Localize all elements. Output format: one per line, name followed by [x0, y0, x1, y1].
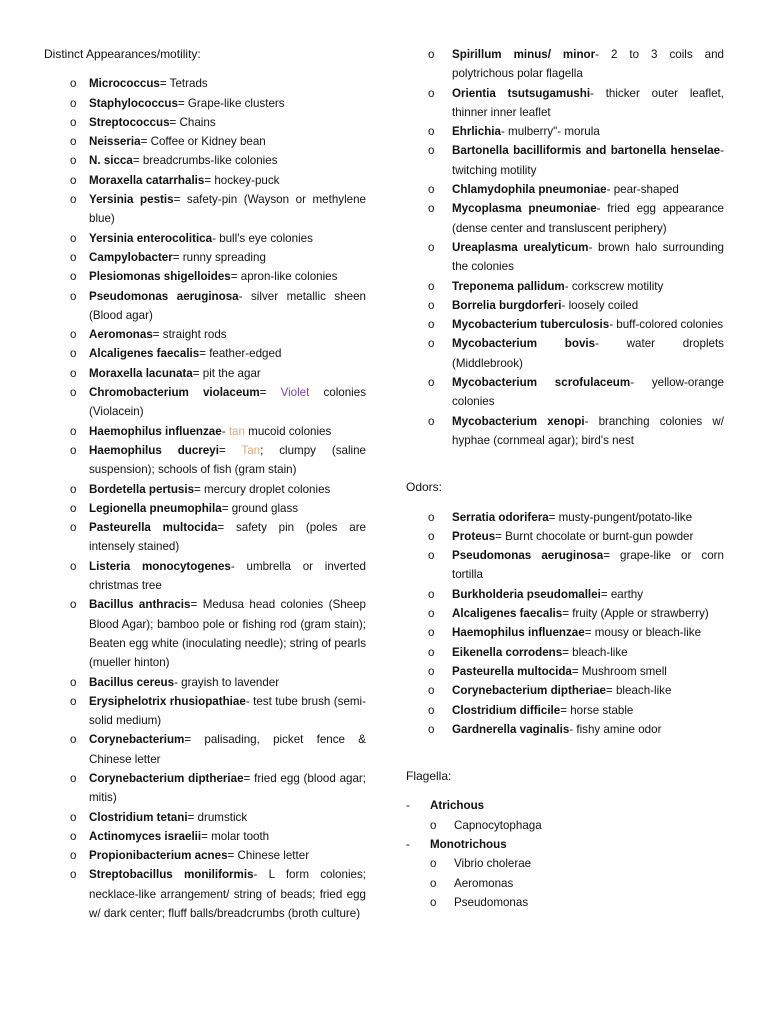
organism-name: Mycoplasma pneumoniae	[452, 202, 597, 216]
description-text: = apron-like colonies	[230, 270, 338, 284]
bullet-marker: o	[428, 318, 435, 332]
description-text: - corkscrew motility	[564, 279, 664, 293]
list-item	[404, 180, 724, 199]
organism-name: Mycobacterium bovis	[452, 337, 596, 351]
flagella-list	[404, 796, 724, 912]
organism-name: Pasteurella multocida	[452, 664, 572, 678]
organism-name: Serratia odorifera	[452, 510, 549, 524]
bullet-marker: o	[430, 876, 437, 890]
description-text: = Mushroom smell	[571, 664, 667, 678]
organism-example: Pseudomonas	[454, 895, 529, 909]
description-text: = pit the agar	[192, 366, 261, 380]
list-item	[404, 508, 724, 527]
list-item	[404, 546, 724, 585]
organism-name: Actinomyces israelii	[89, 829, 202, 843]
organism-name: Pseudomonas aeruginosa	[452, 549, 604, 563]
list-item	[404, 122, 724, 141]
bullet-marker: o	[428, 645, 435, 659]
list-item	[44, 287, 366, 326]
organism-name: Alcaligenes faecalis	[89, 347, 200, 361]
bullet-marker: o	[428, 414, 435, 428]
bullet-marker: o	[70, 424, 77, 438]
bullet-marker: o	[70, 771, 77, 785]
list-item	[44, 74, 366, 93]
bullet-marker: o	[428, 529, 435, 543]
list-item	[44, 151, 366, 170]
description-text: = runny spreading	[172, 250, 266, 264]
list-item	[404, 893, 724, 912]
list-item	[44, 827, 366, 846]
list-item	[404, 199, 724, 238]
flagella-type: Atrichous	[430, 799, 485, 813]
organism-name: Corynebacterium	[89, 733, 185, 747]
organism-name: Pasteurella multocida	[89, 521, 218, 535]
description-text: = grape-like or corn tortilla	[452, 549, 724, 582]
list-item	[404, 623, 724, 642]
section-heading-odors: Odors:	[406, 480, 443, 495]
appearances-list-continued	[404, 45, 724, 450]
list-item	[44, 441, 366, 480]
appearances-list	[44, 74, 366, 923]
list-item	[44, 344, 366, 363]
section-heading-flagella: Flagella:	[406, 769, 452, 784]
description-text: - buff-colored colonies	[609, 318, 724, 332]
bullet-marker: o	[428, 722, 435, 736]
organism-name: Legionella pneumophila	[89, 501, 222, 515]
list-item	[404, 643, 724, 662]
dash-marker: -	[406, 799, 410, 813]
organism-name: Treponema pallidum	[452, 279, 565, 293]
organism-name: Propionibacterium acnes	[89, 849, 228, 863]
list-item	[404, 681, 724, 700]
bullet-marker: o	[428, 549, 435, 563]
left-column	[44, 0, 366, 923]
organism-name: Clostridium tetani	[89, 810, 188, 824]
organism-name: Gardnerella vaginalis	[452, 722, 570, 736]
description-text: = Medusa head colonies (Sheep Blood Agar); bamboo pole or fishing rod (gram stain); Beaten egg white (inoculating needle); string of pearls (mueller hinton)	[89, 598, 366, 670]
bullet-marker: o	[70, 868, 77, 882]
organism-name: Aeromonas	[89, 328, 153, 342]
description-text: - fried egg appearance (dense center and transluscent periphery)	[452, 202, 724, 235]
list-item	[44, 248, 366, 267]
description-text: -	[221, 424, 229, 438]
description-text: = palisading, picket fence & Chinese letter	[89, 733, 366, 766]
description-text: - yellow-orange colonies	[452, 376, 725, 409]
bullet-marker: o	[428, 48, 435, 61]
description-text: - thicker outer leaflet, thinner inner leaflet	[452, 86, 724, 119]
bullet-marker: o	[430, 857, 437, 871]
organism-name: Haemophilus ducreyi	[89, 443, 219, 457]
description-text: = Grape-like clusters	[177, 96, 285, 110]
color-word: Violet	[280, 386, 310, 400]
organism-name: Haemophilus influenzae	[89, 424, 222, 438]
bullet-marker: o	[70, 829, 77, 843]
bullet-marker: o	[70, 521, 77, 535]
list-item	[44, 595, 366, 672]
list-item	[404, 45, 724, 84]
bullet-marker: o	[70, 559, 77, 573]
organism-name: Bacillus anthracis	[89, 598, 191, 612]
bullet-marker: o	[70, 694, 77, 708]
description-text: = ground glass	[221, 501, 299, 515]
description-text: - umbrella or inverted christmas tree	[89, 559, 366, 593]
organism-name: Moraxella catarrhalis	[89, 173, 205, 187]
description-text: = Chains	[169, 115, 216, 129]
bullet-marker: o	[428, 607, 435, 621]
organism-example: Capnocytophaga	[454, 818, 542, 832]
list-item	[44, 229, 366, 248]
list-item	[404, 874, 724, 893]
list-item	[404, 141, 724, 180]
organism-name: Bacillus cereus	[89, 675, 175, 689]
organism-name: Mycobacterium tuberculosis	[452, 318, 610, 332]
list-item	[404, 296, 724, 315]
bullet-marker: o	[428, 664, 435, 678]
description-text: = earthy	[600, 587, 644, 601]
list-item	[404, 816, 724, 835]
bullet-marker: o	[430, 818, 437, 832]
organism-name: Orientia tsutsugamushi	[452, 86, 591, 100]
description-text: = Burnt chocolate or burnt-gun powder	[495, 529, 694, 543]
list-item	[404, 412, 724, 451]
section-heading-appearances: Distinct Appearances/motility:	[44, 47, 201, 61]
bullet-marker: o	[70, 347, 77, 361]
list-item	[44, 383, 366, 422]
organism-name: Yersinia enterocolitica	[89, 231, 213, 245]
bullet-marker: o	[70, 328, 77, 342]
description-text: - grayish to lavender	[174, 675, 280, 689]
list-item	[404, 84, 724, 123]
description-text: ; clumpy (saline suspension); schools of fish (gram stain)	[89, 443, 366, 477]
list-item	[404, 585, 724, 604]
description-text: = straight rods	[152, 328, 227, 342]
description-text: - silver metallic sheen (Blood agar)	[89, 289, 366, 322]
dash-marker: -	[406, 837, 410, 851]
list-item	[44, 132, 366, 151]
organism-name: Ureaplasma urealyticum	[452, 240, 589, 254]
organism-name: Mycobacterium xenopi	[452, 414, 585, 428]
list-item	[404, 334, 724, 373]
list-item	[404, 604, 724, 623]
description-text: mucoid colonies	[244, 424, 332, 438]
bullet-marker: o	[70, 810, 77, 824]
bullet-marker: o	[428, 279, 435, 293]
list-item	[44, 557, 366, 596]
bullet-marker: o	[70, 386, 77, 400]
list-item	[44, 518, 366, 557]
organism-example: Aeromonas	[454, 876, 514, 890]
bullet-marker: o	[70, 501, 77, 515]
description-text: - bull's eye colonies	[212, 231, 313, 245]
bullet-marker: o	[70, 135, 77, 149]
description-text: = safety pin (poles are intensely stained)	[89, 521, 366, 554]
description-text: - test tube brush (semi-solid medium)	[89, 694, 366, 728]
description-text: = feather-edged	[199, 347, 282, 361]
color-word: tan	[228, 424, 245, 438]
bullet-marker: o	[428, 125, 435, 139]
list-item	[44, 673, 366, 692]
organism-name: Streptobacillus moniliformis	[89, 868, 254, 882]
list-item	[44, 480, 366, 499]
bullet-marker: o	[428, 144, 435, 158]
description-text: =	[218, 443, 242, 457]
list-item	[44, 808, 366, 827]
list-item	[404, 373, 724, 412]
organism-name: Yersinia pestis	[89, 193, 174, 207]
description-text: = molar tooth	[201, 829, 270, 843]
bullet-marker: o	[70, 96, 77, 110]
bullet-marker: o	[70, 193, 77, 207]
bullet-marker: o	[428, 703, 435, 717]
organism-name: Staphylococcus	[89, 96, 178, 110]
bullet-marker: o	[70, 482, 77, 496]
bullet-marker: o	[70, 270, 77, 284]
list-item	[404, 720, 724, 739]
description-text: = mousy or bleach-like	[584, 626, 702, 640]
list-item	[44, 325, 366, 344]
organism-name: Alcaligenes faecalis	[452, 607, 563, 621]
description-text: = drumstick	[187, 810, 248, 824]
list-item	[44, 865, 366, 923]
flagella-group	[404, 835, 724, 912]
organism-name: Moraxella lacunata	[89, 366, 193, 380]
description-text: - water droplets (Middlebrook)	[452, 337, 724, 370]
organism-name: Plesiomonas shigelloides	[89, 270, 231, 284]
bullet-marker: o	[428, 337, 435, 351]
description-text: - twitching motility	[452, 144, 724, 177]
organism-name: Clostridium difficile	[452, 703, 561, 717]
bullet-marker: o	[430, 895, 437, 909]
organism-name: Campylobacter	[89, 250, 173, 264]
organism-example: Vibrio cholerae	[454, 857, 532, 871]
description-text: = Tetrads	[159, 77, 208, 91]
bullet-marker: o	[428, 298, 435, 312]
description-text: = safety-pin (Wayson or methylene blue)	[89, 193, 367, 226]
description-text: colonies (Violacein)	[89, 386, 367, 419]
list-item	[404, 662, 724, 681]
description-text: =	[259, 386, 281, 400]
list-item	[44, 190, 366, 229]
description-text: = horse stable	[560, 703, 634, 717]
description-text: = Coffee or Kidney bean	[140, 135, 266, 149]
organism-name: Pseudomonas aeruginosa	[89, 289, 239, 303]
organism-name: Chromobacterium violaceum	[89, 386, 260, 400]
bullet-marker: o	[70, 231, 77, 245]
description-text: - branching colonies w/ hyphae (cornmeal agar); bird's nest	[452, 414, 724, 447]
organism-name: Corynebacterium diptheriae	[452, 684, 606, 698]
list-item	[44, 94, 366, 113]
bullet-marker: o	[428, 587, 435, 601]
bullet-marker: o	[428, 183, 435, 197]
bullet-marker: o	[70, 366, 77, 380]
organism-name: Eikenella corrodens	[452, 645, 563, 659]
organism-name: Ehrlichia	[452, 125, 501, 139]
organism-name: Chlamydophila pneumoniae	[452, 183, 607, 197]
description-text: - L form colonies; necklace-like arrangement/ string of beads; fried egg w/ dark center; fluff balls/breadcrumbs (broth culture)	[89, 868, 366, 921]
list-item	[44, 769, 366, 808]
organism-name: N. sicca	[89, 154, 133, 168]
description-text: = mercury droplet colonies	[194, 482, 331, 496]
bullet-marker: o	[70, 598, 77, 612]
bullet-marker: o	[70, 173, 77, 187]
right-column	[404, 0, 724, 912]
list-item	[44, 267, 366, 286]
list-item	[44, 171, 366, 190]
organism-name: Streptococcus	[89, 115, 170, 129]
organism-name: Mycobacterium scrofulaceum	[452, 376, 631, 390]
organism-name: Haemophilus influenzae	[452, 626, 585, 640]
list-item	[44, 499, 366, 518]
description-text: = hockey-puck	[204, 173, 280, 187]
list-item	[44, 422, 366, 441]
bullet-marker: o	[428, 376, 435, 390]
odors-list	[404, 508, 724, 740]
description-text: - loosely coiled	[561, 298, 639, 312]
description-text: - mulberry"- morula	[500, 125, 600, 139]
description-text: = Chinese letter	[227, 849, 310, 863]
flagella-examples	[430, 816, 724, 835]
bullet-marker: o	[70, 849, 77, 863]
bullet-marker: o	[70, 250, 77, 264]
list-item	[44, 730, 366, 769]
list-item	[404, 238, 724, 277]
list-item	[44, 364, 366, 383]
bullet-marker: o	[70, 154, 77, 168]
bullet-marker: o	[428, 86, 435, 100]
description-text: - pear-shaped	[606, 183, 679, 197]
organism-name: Listeria monocytogenes	[89, 559, 231, 573]
list-item	[404, 277, 724, 296]
bullet-marker: o	[428, 626, 435, 640]
description-text: - fishy amine odor	[569, 722, 662, 736]
description-text: = bleach-like	[605, 684, 672, 698]
description-text: = musty-pungent/potato-like	[548, 510, 693, 524]
list-item	[44, 113, 366, 132]
bullet-marker: o	[70, 443, 77, 457]
organism-name: Neisseria	[89, 135, 141, 149]
organism-name: Borrelia burgdorferi	[452, 298, 562, 312]
organism-name: Bartonella bacilliformis and bartonella henselae	[452, 144, 721, 158]
description-text: = fruity (Apple or strawberry)	[562, 607, 709, 621]
description-text: = fried egg (blood agar; mitis)	[89, 771, 366, 805]
description-text: - 2 to 3 coils and polytrichous polar flagella	[452, 48, 724, 81]
organism-name: Proteus	[452, 529, 496, 543]
bullet-marker: o	[70, 675, 77, 689]
description-text: = bleach-like	[562, 645, 628, 659]
bullet-marker: o	[428, 684, 435, 698]
bullet-marker: o	[70, 77, 77, 91]
list-item	[44, 692, 366, 731]
bullet-marker: o	[428, 202, 435, 216]
list-item	[404, 854, 724, 873]
organism-name: Spirillum minus/ minor	[452, 48, 596, 61]
organism-name: Burkholderia pseudomallei	[452, 587, 601, 601]
flagella-examples	[430, 854, 724, 912]
organism-name: Corynebacterium diptheriae	[89, 771, 244, 785]
organism-name: Bordetella pertusis	[89, 482, 195, 496]
bullet-marker: o	[428, 240, 435, 254]
organism-name: Erysiphelotrix rhusiopathiae	[89, 694, 246, 708]
description-text: = breadcrumbs-like colonies	[132, 154, 278, 168]
bullet-marker: o	[428, 510, 435, 524]
list-item	[404, 315, 724, 334]
description-text: - brown halo surrounding the colonies	[452, 240, 724, 274]
flagella-group	[404, 796, 724, 835]
flagella-type: Monotrichous	[430, 837, 507, 851]
color-word: Tan	[241, 443, 261, 457]
list-item	[404, 701, 724, 720]
list-item	[44, 846, 366, 865]
list-item	[404, 527, 724, 546]
bullet-marker: o	[70, 289, 77, 303]
bullet-marker: o	[70, 733, 77, 747]
organism-name: Micrococcus	[89, 77, 160, 91]
bullet-marker: o	[70, 115, 77, 129]
